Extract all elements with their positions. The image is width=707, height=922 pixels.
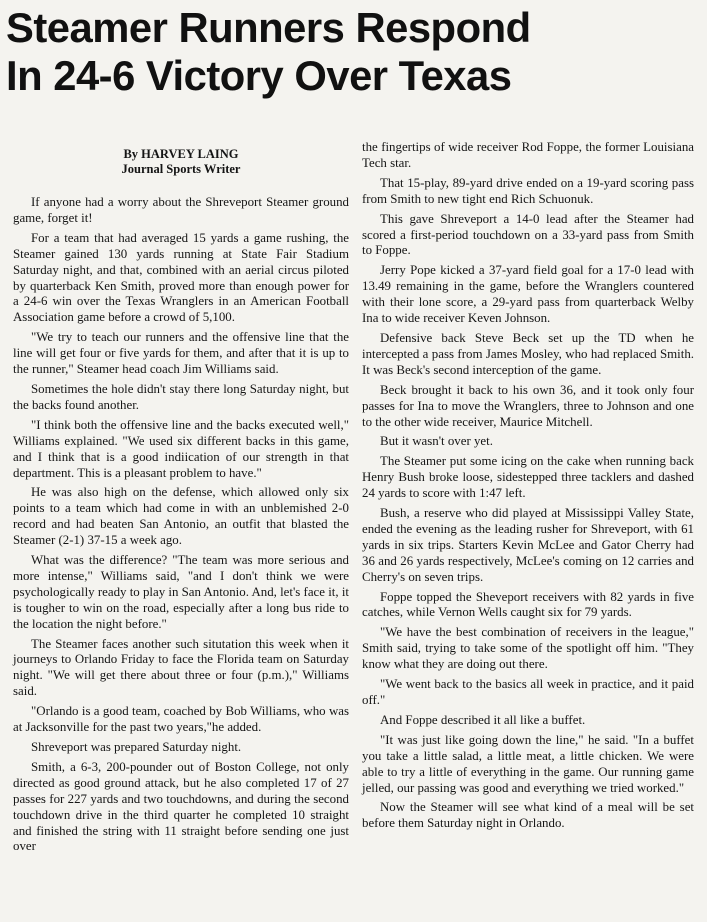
paragraph: "We try to teach our runners and the offensive line that the line will get four or five yards for them, and after that it is up to the runner," Steamer head coach Jim Williams said.: [13, 330, 349, 377]
paragraph: Jerry Pope kicked a 37-yard field goal for a 17-0 lead with 13.49 remaining in the game, before the Wranglers countered with their lone score, a 29-yard pass from quarterback Welby Ina to wide receiver Keven Johnson.: [362, 263, 694, 326]
paragraph: This gave Shreveport a 14-0 lead after the Steamer had scored a first-period touchdown on a 33-yard pass from Smith to Foppe.: [362, 211, 694, 258]
byline-title: Journal Sports Writer: [121, 162, 241, 176]
paragraph: Sometimes the hole didn't stay there long Saturday night, but the backs found another.: [13, 381, 349, 412]
paragraph: What was the difference? "The team was more serious and more intense," Williams said, "and I don't think we were psychologically ready to play in San Antonio. And, let's face it, it is tougher to win on the road, especially after a long bus ride to the location the night before.": [13, 553, 349, 631]
paragraph: But it wasn't over yet.: [380, 434, 493, 449]
paragraph: The Steamer faces another such situtation this week when it journeys to Orlando Friday to face the Florida team on Saturday night. "We will get there about three or four (p.m.)," Williams said.: [13, 636, 349, 699]
paragraph: Foppe topped the Sheveport receivers with 82 yards in five catches, while Vernon Wells caught six for 79 yards.: [362, 589, 694, 620]
headline: [6, 4, 703, 100]
paragraph: For a team that had averaged 15 yards a game rushing, the Steamer gained 130 yards running at State Fair Stadium Saturday night, and that, combined with an aerial circus piloted by quarterback Ken Smith, proved more than enough power for a 24-6 win over the Texas Wranglers in an American Football Association game before a crowd of 5,100.: [13, 230, 349, 325]
headline-line-2: In 24-6 Victory Over Texas: [6, 52, 512, 99]
byline-author: By HARVEY LAING: [123, 147, 239, 161]
paragraph: Now the Steamer will see what kind of a meal will be set before them Saturday night in Orlando.: [362, 800, 694, 831]
headline-line-1: Steamer Runners Respond: [6, 4, 531, 51]
article-column-right: [362, 140, 694, 836]
paragraph: "We went back to the basics all week in practice, and it paid off.": [362, 677, 694, 707]
paragraph: If anyone had a worry about the Shreveport Steamer ground game, forget it!: [13, 195, 349, 225]
paragraph: He was also high on the defense, which allowed only six points to a team which had come in with an unblemished 2-0 record and had beaten San Antonio, an outfit that blasted the Steamer (2-1) 37-15 a week ago.: [13, 485, 349, 548]
paragraph: the fingertips of wide receiver Rod Foppe, the former Louisiana Tech star.: [362, 140, 694, 170]
paragraph: Bush, a reserve who did played at Mississippi Valley State, ended the evening as the leading rusher for Shreveport, with 61 yards in six trips. Starters Kevin McLee and Gator Cherry had 36 and 26 yards respectively, McLee's coming on 12 carries and Cherry's on seven trips.: [362, 506, 694, 584]
paragraph: "Orlando is a good team, coached by Bob Williams, who was at Jacksonville for the past two years,"he added.: [13, 704, 349, 735]
paragraph: That 15-play, 89-yard drive ended on a 19-yard scoring pass from Smith to new tight end Rich Schuonuk.: [362, 175, 694, 206]
paragraph: The Steamer put some icing on the cake when running back Henry Bush broke loose, sidestepped three tacklers and dashed 24 yards to score with 1:47 left.: [362, 454, 694, 501]
paragraph: And Foppe described it all like a buffet.: [380, 712, 586, 727]
paragraph: "I think both the offensive line and the backs executed well," Williams explained. "We used six different backs in this game, and I think that is a good indiication of our strength in that department. This is a pleasant problem to have.": [13, 417, 349, 480]
article-column-left: [13, 147, 349, 859]
paragraph: Smith, a 6-3, 200-pounder out of Boston College, not only directed as good ground attack, but he also completed 17 of 27 passes for 227 yards and two touchdowns, and during the second touchdown drive in the third quarter he completed 10 straight and finished the string with 11 straight before sending one just over: [13, 759, 349, 854]
paragraph: "We have the best combination of receivers in the league," Smith said, trying to take some of the spotlight off him. "They know what they are doing out there.: [362, 625, 694, 672]
paragraph: "It was just like going down the line," he said. "In a buffet you take a little salad, a little meat, a little chicken. We were able to try a little of everything in the game. Our running game jelled, our passing was good and everything we tried worked.": [362, 732, 694, 795]
paragraph: Shreveport was prepared Saturday night.: [31, 740, 242, 754]
paragraph: Beck brought it back to his own 36, and it took only four passes for Ina to move the Wranglers, three to Johnson and one to the other wide receiver, Maurice Mitchell.: [362, 382, 694, 429]
paragraph: Defensive back Steve Beck set up the TD when he intercepted a pass from James Mosley, who had replaced Smith. It was Beck's second interception of the game.: [362, 330, 694, 377]
